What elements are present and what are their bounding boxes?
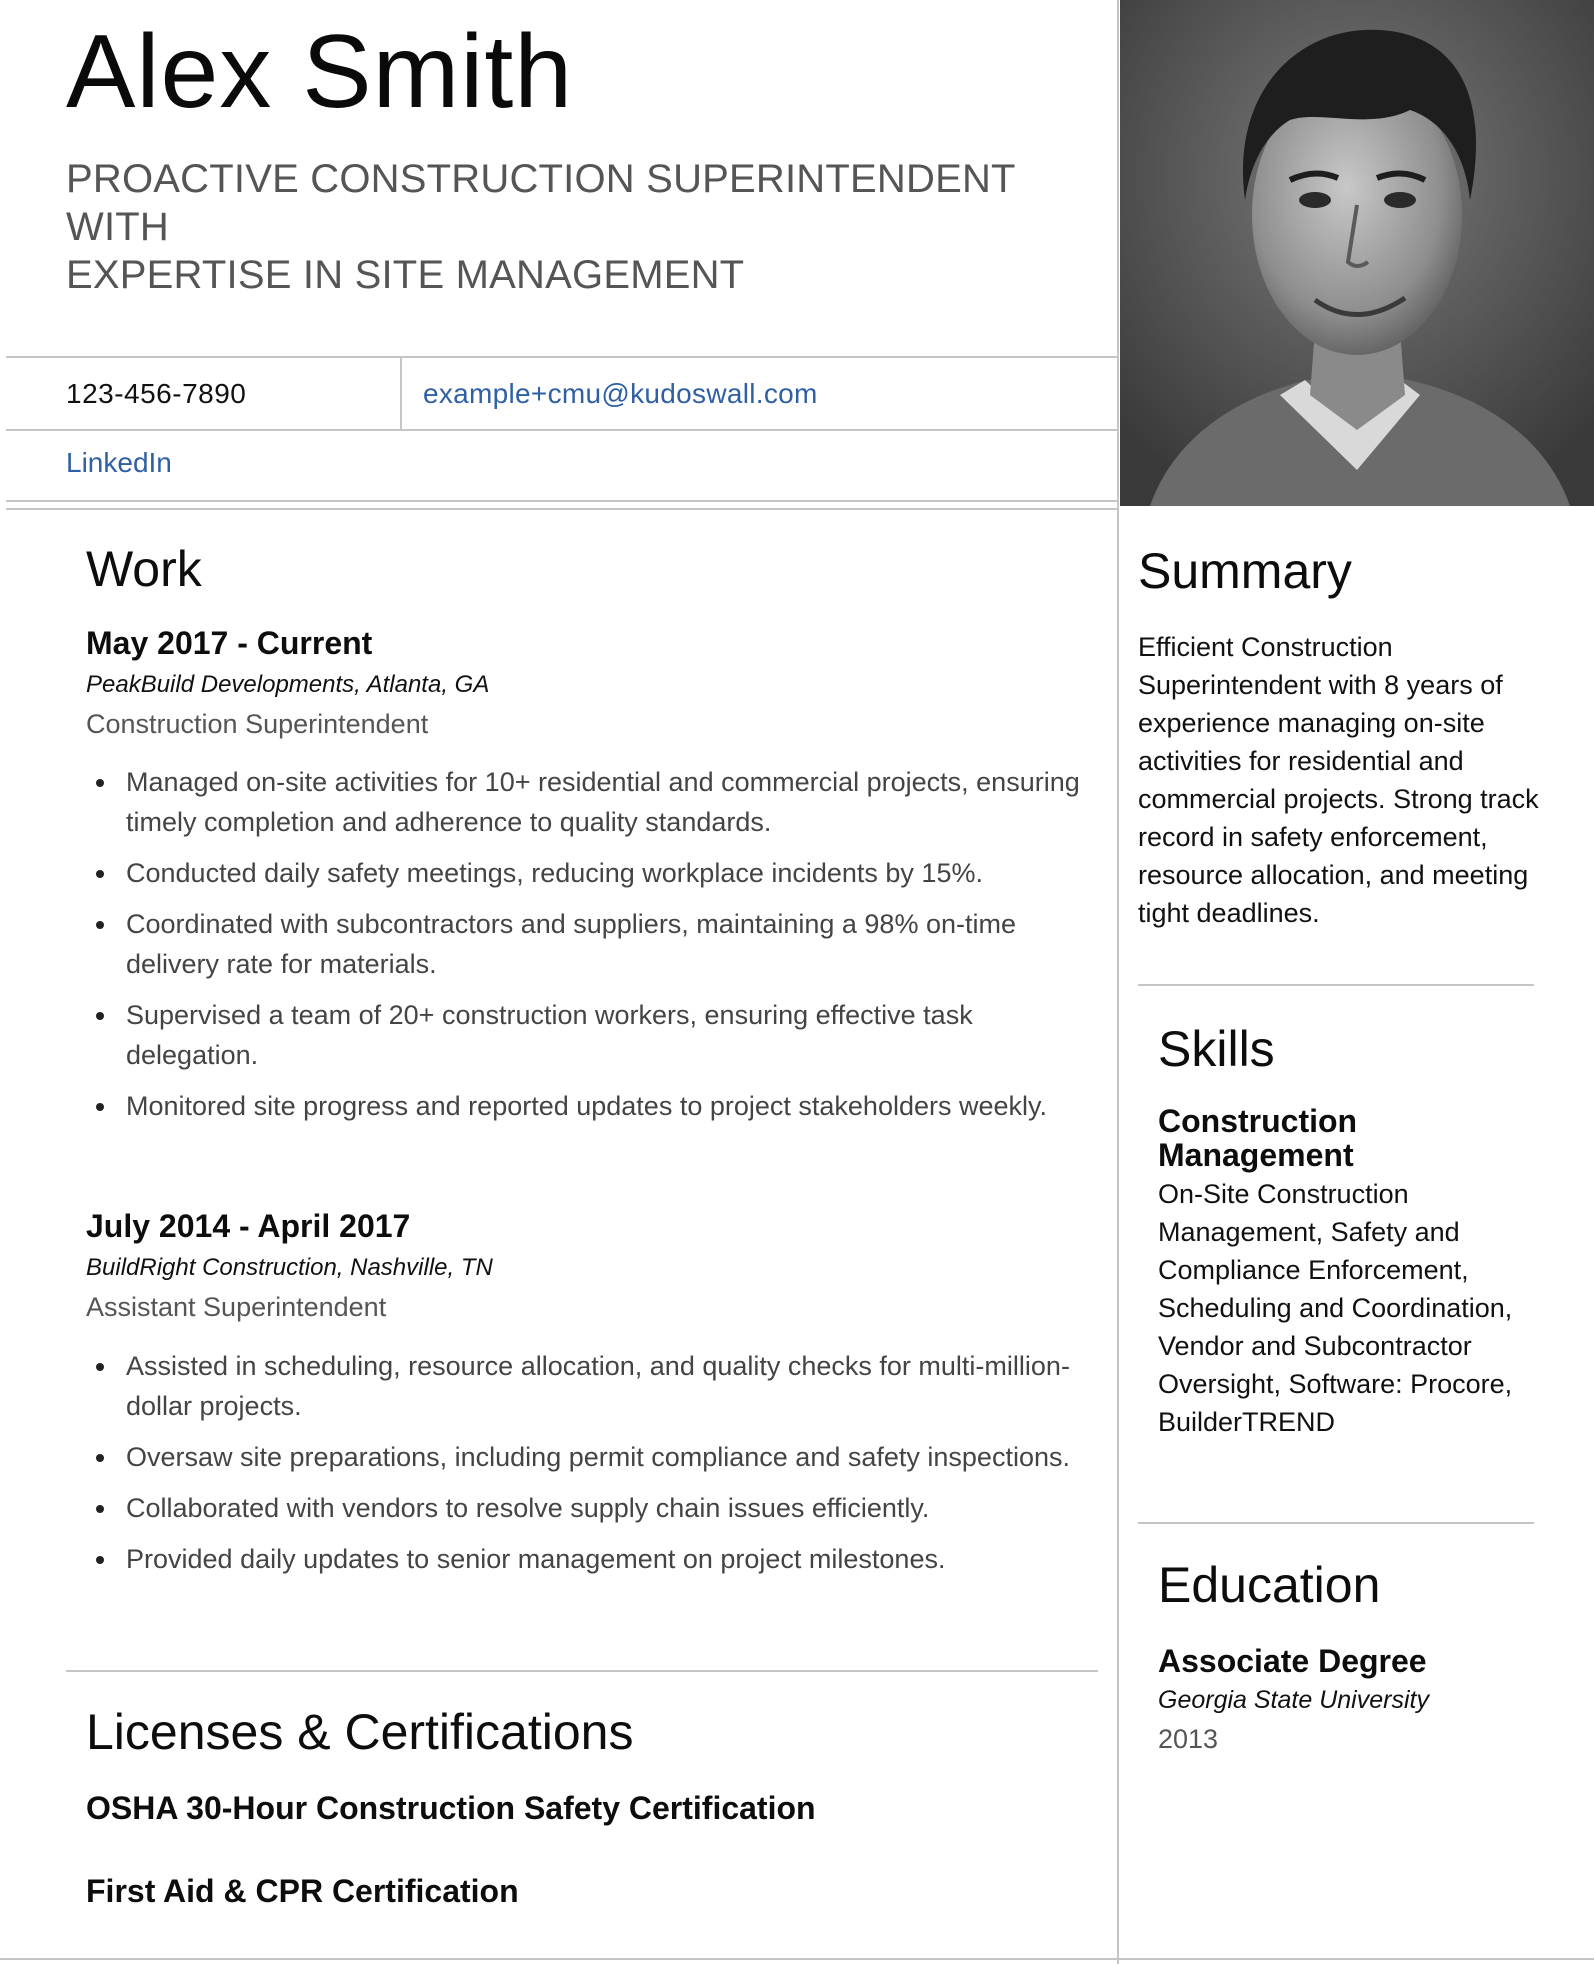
portrait-illustration [1120, 0, 1594, 506]
certifications-section-title: Licenses & Certifications [86, 1704, 634, 1760]
section-divider [1138, 1522, 1534, 1524]
job-1-dates: May 2017 - Current [86, 625, 373, 661]
list-item: Managed on-site activities for 10+ residential and commercial projects, ensuring timely completion and adherence to quality standards. [86, 762, 1086, 842]
certification-item: OSHA 30-Hour Construction Safety Certification [86, 1790, 816, 1826]
job-1-company: PeakBuild Developments, Atlanta, GA [86, 671, 490, 698]
work-section-title: Work [86, 541, 202, 597]
list-item: Collaborated with vendors to resolve supply chain issues efficiently. [86, 1488, 1096, 1528]
list-item: Oversaw site preparations, including permit compliance and safety inspections. [86, 1437, 1096, 1477]
section-divider [1138, 984, 1534, 986]
education-section-title: Education [1158, 1557, 1381, 1613]
headline-line-2: EXPERTISE IN SITE MANAGEMENT [66, 253, 745, 297]
contact-divider [400, 358, 402, 429]
phone-number: 123-456-7890 [66, 378, 247, 409]
job-2-dates: July 2014 - April 2017 [86, 1208, 411, 1244]
summary-text: Efficient Construction Superintendent with 8 years of experience managing on-site activities for residential and commercial projects. Strong track record in safety enforcement, resource allocation, and meeting tight deadlines. [1138, 632, 1539, 928]
summary-section-title: Summary [1138, 543, 1352, 599]
email-link[interactable]: example+cmu@kudoswall.com [423, 378, 818, 409]
job-1-bullets [86, 762, 1086, 1137]
skill-category: Construction Management [1158, 1103, 1358, 1173]
candidate-headline [66, 155, 1106, 299]
linkedin-link[interactable]: LinkedIn [66, 447, 172, 478]
education-degree: Associate Degree [1158, 1643, 1427, 1679]
job-2-role: Assistant Superintendent [86, 1292, 387, 1322]
education-year: 2013 [1158, 1724, 1219, 1754]
list-item: Coordinated with subcontractors and suppliers, maintaining a 98% on-time delivery rate for materials. [86, 904, 1086, 984]
resume-header [6, 0, 1118, 505]
list-item: Assisted in scheduling, resource allocation, and quality checks for multi-million-dollar projects. [86, 1346, 1096, 1426]
job-2-company: BuildRight Construction, Nashville, TN [86, 1254, 493, 1281]
section-divider [66, 1670, 1098, 1672]
education-school: Georgia State University [1158, 1686, 1429, 1714]
headline-line-1: PROACTIVE CONSTRUCTION SUPERINTENDENT WITH [66, 157, 1015, 249]
list-item: Monitored site progress and reported updates to project stakeholders weekly. [86, 1086, 1086, 1126]
skill-list: On-Site Construction Management, Safety and Compliance Enforcement, Scheduling and Coordination, Vendor and Subcontractor Oversight, Software: Procore, BuilderTREND [1158, 1179, 1513, 1437]
column-divider [1117, 0, 1119, 1964]
profile-photo [1120, 0, 1594, 506]
header-divider [6, 500, 1118, 510]
contact-row [6, 356, 1118, 431]
job-2-bullets [86, 1346, 1096, 1590]
list-item: Conducted daily safety meetings, reducing workplace incidents by 15%. [86, 853, 1086, 893]
candidate-name: Alex Smith [66, 14, 574, 130]
job-1-role: Construction Superintendent [86, 709, 429, 739]
list-item: Supervised a team of 20+ construction workers, ensuring effective task delegation. [86, 995, 1086, 1075]
skills-section-title: Skills [1158, 1021, 1275, 1077]
certification-item: First Aid & CPR Certification [86, 1873, 519, 1909]
page-bottom-border [0, 1958, 1594, 1960]
list-item: Provided daily updates to senior management on project milestones. [86, 1539, 1096, 1579]
